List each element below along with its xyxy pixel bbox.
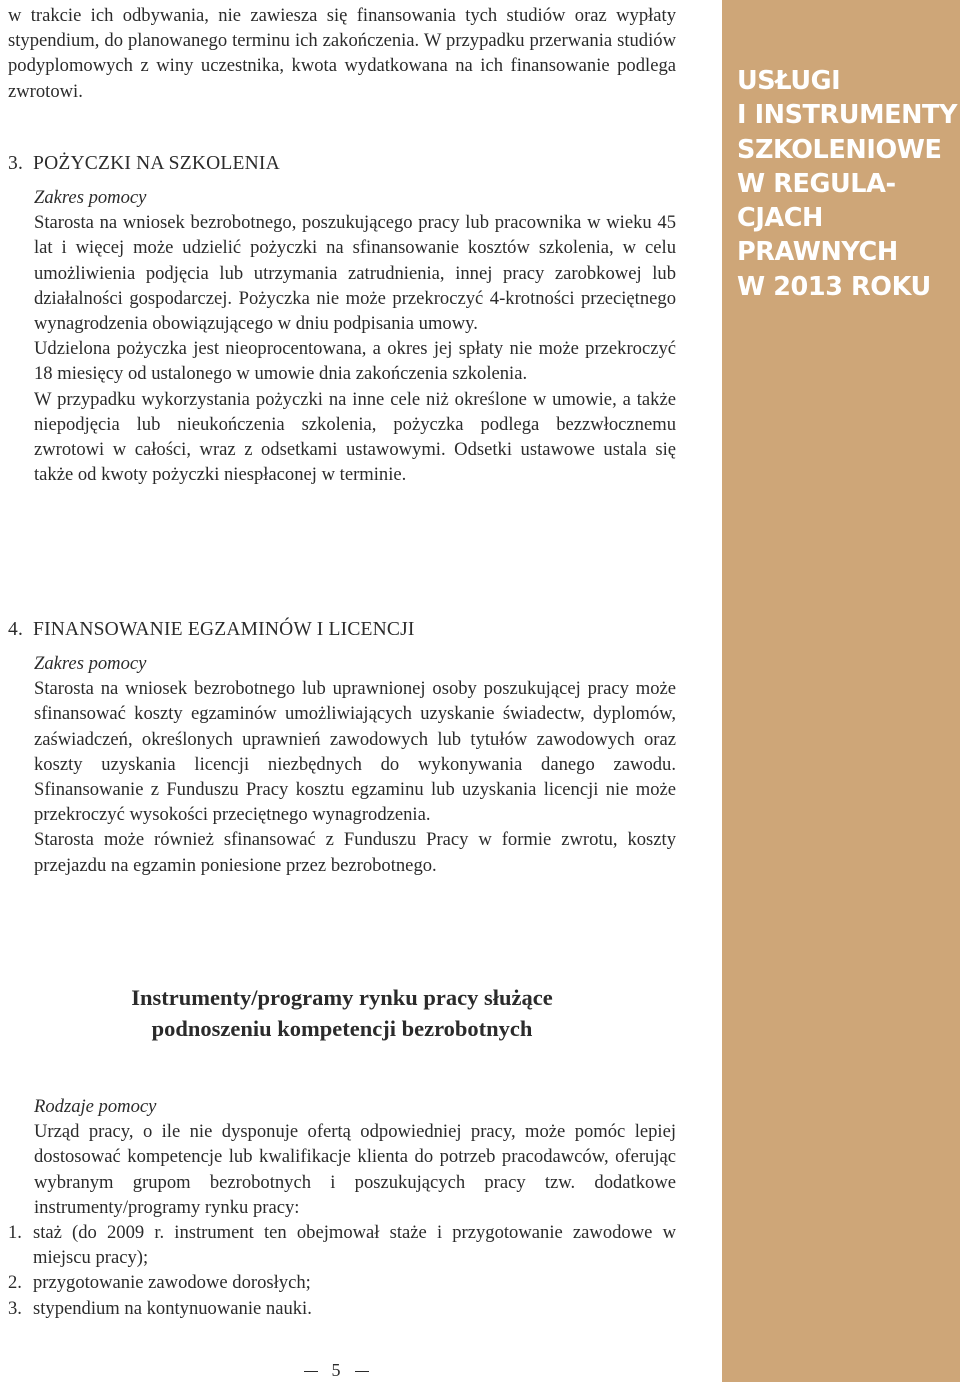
intro-text: w trakcie ich odbywania, nie zawiesza się finansowania tych studiów oraz wypłaty stypendium, do planowanego terminu ich zakończenia. W przypadku przerwania studiów podyplomowych z winy uczestnika, kwota wydatkowana na ich finansowanie podlega zwrotowi. [8,5,676,102]
section-instruments [8,1094,676,1321]
intro-paragraph [8,3,676,104]
section-heading [8,151,676,177]
subheading-scope: Zakres pomocy [34,653,147,674]
section-title: POŻYCZKI NA SZKOLENIA [33,153,280,174]
list-item-number: 1. [8,1222,22,1244]
sidebar-title-line: I INSTRUMENTY [737,100,958,131]
sidebar-title [737,64,958,304]
paragraph: W przypadku wykorzystania pożyczki na inne cele niż określone w umowie, a także niepodjęcia lub nieukończenia szkolenia, pożyczka podlega bezzwłocznemu zwrotowi w całości, wraz z odsetkami ustawowymi. Odsetki ustawowe ustala się także od kwoty pożyczki niespłaconej w terminie. [34,388,676,486]
list-item [8,1270,676,1295]
instruments-title [8,982,676,1044]
list-item-number: 3. [8,1297,22,1319]
sidebar-title-line: W REGULA- [737,168,896,199]
sidebar-title-line: W 2013 ROKU [737,271,931,302]
section-number: 4. [8,619,24,640]
section-title: FINANSOWANIE EGZAMINÓW I LICENCJI [33,619,415,640]
list-item-text: staż (do 2009 r. instrument ten obejmował staże i przygotowanie zawodowe w miejscu pracy); [33,1222,676,1269]
section-exams [8,617,676,878]
sidebar-title-line: SZKOLENIOWE [737,134,942,165]
paragraph: Starosta na wniosek bezrobotnego, poszukującego pracy lub pracownika w wieku 45 lat i więcej może udzielić pożyczki na sfinansowanie kosztów szkolenia, w celu umożliwienia podjęcia lub utrzymania zatrudnienia, innej pracy zarobkowej lub działalności gospodarczej. Pożyczka nie może przekroczyć 4-krotności przeciętnego wynagrodzenia obowiązującego w dniu podpisania umowy. [34,212,676,335]
page-number: 5 [331,1360,341,1380]
section-body [8,210,676,487]
paragraph: Starosta na wniosek bezrobotnego lub uprawnionej osoby poszukującej pracy może sfinansować koszty egzaminów umożliwiających uzyskanie świadectw, dyplomów, zaświadczeń, określonych uprawnień zawodowych lub tytułów zawodowych oraz koszty uzyskania licencji niezbędnych do wykonywania danego zawodu. Sfinansowanie z Funduszu Pracy kosztu egzaminu lub uzyskania licencji nie może przekroczyć wysokości przeciętnego wynagrodzenia. [34,678,676,826]
list-item-text: przygotowanie zawodowe dorosłych; [33,1272,311,1294]
list-item [8,1296,676,1321]
subheading-scope: Zakres pomocy [34,187,147,208]
subheading-types: Rodzaje pomocy [34,1096,157,1117]
list-item [8,1220,676,1270]
page-footer [292,1359,380,1381]
section-body [8,676,676,878]
list-item-text: stypendium na kontynuowanie nauki. [33,1297,312,1319]
dash-right [355,1371,369,1372]
paragraph: Udzielona pożyczka jest nieoprocentowana, a okres jej spłaty nie może przekroczyć 18 miesięcy od ustalonego w umowie dnia zakończenia szkolenia. [34,338,676,385]
list-item-number: 2. [8,1272,22,1294]
section-number: 3. [8,153,24,174]
instruments-title-line: podnoszeniu kompetencji bezrobotnych [151,1016,533,1041]
paragraph: Urząd pracy, o ile nie dysponuje ofertą odpowiedniej pracy, może pomóc lepiej dostosować kompetencje lub kwalifikacje klienta do potrzeb pracodawców, oferując wybranym grupom bezrobotnych i poszukujących pracy tzw. dodatkowe instrumenty/programy rynku pracy: [34,1121,676,1218]
instruments-title-line: Instrumenty/programy rynku pracy służące [131,985,553,1010]
section-body [8,1119,676,1220]
section-loans [8,151,676,487]
sidebar-panel [722,0,960,1382]
section-heading [8,617,676,643]
dash-left [304,1371,318,1372]
sidebar-title-line: USŁUGI [737,66,841,96]
paragraph: Starosta może również sfinansować z Funduszu Pracy w formie zwrotu, koszty przejazdu na egzamin poniesione przez bezrobotnego. [34,829,676,876]
measures-list [8,1220,676,1321]
sidebar-title-line: PRAWNYCH [737,237,898,268]
sidebar-title-line: CJACH [737,203,823,234]
